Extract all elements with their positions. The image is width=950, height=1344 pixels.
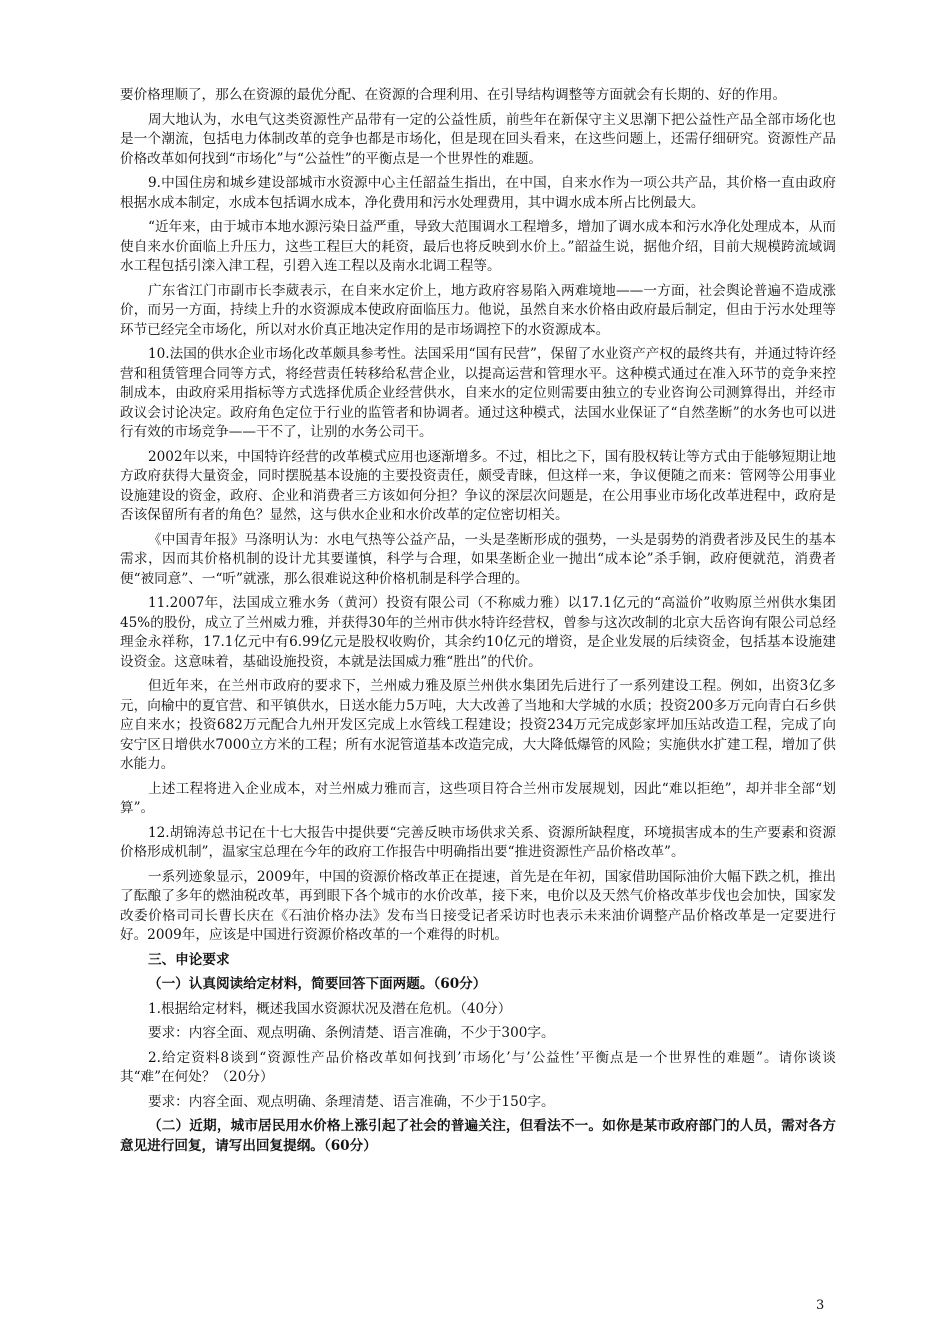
part2-heading: （二）近期，城市居民用水价格上涨引起了社会的普遍关注，但看法不一。如你是某市政府部门的人员，需对各方意见进行回复，请写出回复提纲。（60分） [120,1118,836,1154]
paragraph: 要价格理顺了，那么在资源的最优分配、在资源的合理利用、在引导结构调整等方面就会有长期的、好的作用。 [120,87,787,103]
question-1: 1.根据给定材料，概述我国水资源状况及潜在危机。（40分） [148,1000,512,1017]
question-2-requirement: 要求：内容全面、观点明确、条理清楚、语言准确，不少于150字。 [148,1093,555,1110]
page-number: 3 [816,1298,825,1313]
paragraph: 上述工程将进入企业成本，对兰州威力雅而言，这些项目符合兰州市发展规划，因此“难以拒绝”，却并非全部“划算”。 [120,780,836,816]
paragraph: “近年来，由于城市本地水源污染日益严重，导致大范围调水工程增多，增加了调水成本和污水净化处理成本，从而使自来水价面临上升压力，这些工程巨大的耗资，最后也将反映到水价上。”韶益生说，据他介绍，目前大规模跨流域调水工程包括引滦入津工程，引碧入连工程以及南水北调工程等。 [120,219,836,274]
paragraph: 广东省江门市副市长李葳表示，在自来水定价上，地方政府容易陷入两难境地——一方面，社会舆论普遍不造成涨价，而另一方面，持续上升的水资源成本使政府面临压力。他说，虽然自来水价格由政府最后制定，但由于污水处理等环节已经完全市场化，所以对水价真正地决定作用的是市场调控下的水资源成本。 [120,282,836,338]
question-1-requirement: 要求：内容全面、观点明确、条例清楚、语言准确，不少于300字。 [148,1025,555,1041]
part1-heading: （一）认真阅读给定材料，简要回答下面两题。（60分） [148,976,487,992]
document-body [120,86,836,1161]
paragraph: 一系列迹象显示，2009年，中国的资源价格改革正在提速，首先是在年初，国家借助国际油价大幅下跌之机，推出了酝酿了多年的燃油税改革，再到眼下各个城市的水价改革，接下来，电价以及天然气价格改革步伐也会加快，国家发改委价格司司长曹长庆在《石油价格办法》发布当日接受记者采访时也表示未来油价调整产品价格改革是一定要进行好。2009年，应该是中国进行资源价格改革的一个难得的时机。 [120,868,836,943]
paragraph: 周大地认为，水电气这类资源性产品带有一定的公益性质，前些年在新保守主义思潮下把公益性产品全部市场化也是一个潮流，包括电力体制改革的竞争也都是市场化，但是现在回头看来，在这些问题上，还需仔细研究。资源性产品价格改革如何找到“市场化”与“公益性”的平衡点是一个世界性的难题。 [120,111,836,167]
section-title: 三、申论要求 [148,951,230,968]
paragraph: 11.2007年，法国成立雅水务（黄河）投资有限公司（不称威力雅）以17.1亿元的“高溢价”收购原兰州供水集团45%的股份，成立了兰州威力雅，并获得30年的兰州市供水特许经营权，曾参与这次改制的北京大岳咨询有限公司总经理金永祥称，17.1亿元中有6.99亿元是股权收购价，其余约10亿元的增资，是企业发展的后续资金，包括基本设施建设资金。这意味着，基础设施投资，本就是法国威力雅“胜出”的代价。 [120,595,836,670]
paragraph: 2002年以来，中国特许经营的改革模式应用也逐渐增多。不过，相比之下，国有股权转让等方式由于能够短期让地方政府获得大量资金，同时摆脱基本设施的主要投资责任，颇受青睐，但这样一来，争议便随之而来：管网等公用事业设施建设的资金，政府、企业和消费者三方该如何分担？争议的深层次问题是，在公用事业市场化改革进程中，政府是否该保留所有者的角色？显然，这与供水企业和水价改革的定位密切相关。 [120,448,836,523]
paragraph: 《中国青年报》马涤明认为：水电气热等公益产品，一头是垄断形成的强势，一头是弱势的消费者涉及民生的基本需求，因而其价格机制的设计尤其要谨慎，科学与合理，如果垄断企业一抛出“成本论”杀手锏，政府便就范，消费者便“被同意”、一“听”就涨，那么很难说这种价格机制是科学合理的。 [120,531,836,587]
paragraph: 10.法国的供水企业市场化改革颇具参考性。法国采用“国有民营”，保留了水业资产产权的最终共有，并通过特许经营和租赁管理合同等方式，将经营责任转移给私营企业，以提高运营和管理水平。这种模式通过在准入环节的竞争来控制成本，由政府采用指标等方式选择优质企业经营供水，自来水的定位则需要由独立的专业咨询公司测算得出，并经市政议会讨论决定。政府角色定位于行业的监管者和协调者。通过这种模式，法国水业保证了“自然垄断”的水务也可以进行有效的市场竞争——干不了，让别的水务公司干。 [120,346,837,440]
paragraph: 9.中国住房和城乡建设部城市水资源中心主任韶益生指出，在中国，自来水作为一项公共产品，其价格一直由政府根据水成本制定，水成本包括调水成本，净化费用和污水处理费用，其中调水成本所占比例最大。 [120,175,836,211]
paragraph: 12.胡锦涛总书记在十七大报告中提供要“完善反映市场供求关系、资源所缺程度，环境损害成本的生产要素和资源价格形成机制”，温家宝总理在今年的政府工作报告中明确指出要“推进资源性产品价格改革”。 [120,824,836,860]
question-2: 2.给定资料8谈到“资源性产品价格改革如何找到’市场化’与’公益性’平衡点是一个世界性的难题”。请你谈谈其“难”在何处？（20分） [120,1049,836,1085]
paragraph: 但近年来，在兰州市政府的要求下，兰州威力雅及原兰州供水集团先后进行了一系列建设工程。例如，出资3亿多元，向榆中的夏官营、和平镇供水，日送水能力5万吨，大大改善了当地和大学城的水质；投资200多万元向青白石乡供应自来水；投资682万元配合九州开发区完成上水管线工程建设；投资234万元完成彭家坪加压站改造工程，完成了向安宁区日增供水7000立方米的工程；所有水泥管道基本改造完成，大大降低爆管的风险；实施供水扩建工程，增加了供水能力。 [120,678,836,772]
